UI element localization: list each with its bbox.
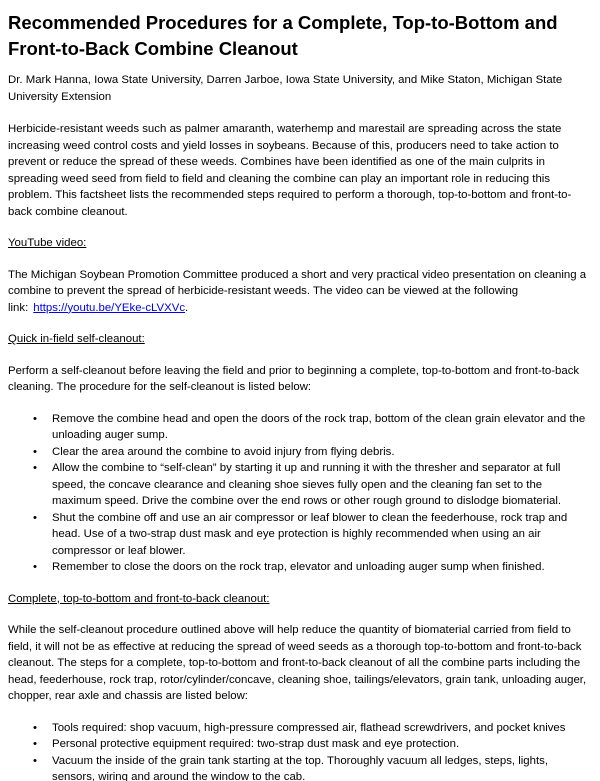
list-item: • Remember to close the doors on the rock trap, elevator and unloading auger sump when finished.	[8, 559, 588, 576]
quick-cleanout-intro: Perform a self-cleanout before leaving the field and prior to beginning a complete, top-to-bottom and front-to-back cleaning. The procedure for the self-cleanout is listed below:	[8, 364, 580, 393]
list-item: • Personal protective equipment required: two-strap dust mask and eye protection.	[8, 736, 588, 753]
youtube-link[interactable]: https://youtu.be/YEke-cLVXVc	[33, 301, 186, 314]
list-item: • Allow the combine to “self-clean” by starting it up and running it with the thresher and separator at full speed, the concave clearance and cleaning shoe sieves fully open and the cleaning fan set to the maximum speed. Drive the combine over the end rows or other rough ground to dislodge biomaterial.	[8, 460, 588, 510]
page-title: Recommended Procedures for a Complete, Top-to-Bottom and Front-to-Back Combine Cleanout	[8, 12, 558, 59]
list-item: • Tools required: shop vacuum, high-pressure compressed air, flathead screwdrivers, and pocket knives	[8, 720, 588, 737]
youtube-paragraph	[8, 267, 588, 317]
list-item: • Shut the combine off and use an air compressor or leaf blower to clean the feederhouse, rock trap and head. Use of a two-strap dust mask and eye protection is highly recommended when using an air compressor or leaf blower.	[8, 510, 588, 560]
section-heading-quick-cleanout: Quick in-field self-cleanout:	[8, 333, 145, 345]
list-item: • Remove the combine head and open the doors of the rock trap, bottom of the clean grain elevator and the unloading auger sump.	[8, 411, 588, 444]
authors-line: Dr. Mark Hanna, Iowa State University, Darren Jarboe, Iowa State University, and Mike Staton, Michigan State University Extension	[8, 74, 563, 103]
youtube-paragraph-period: .	[185, 301, 189, 314]
section-heading-youtube: YouTube video:	[8, 237, 87, 249]
quick-cleanout-list	[8, 411, 588, 576]
intro-paragraph: Herbicide-resistant weeds such as palmer amaranth, waterhemp and marestail are spreading across the state increasing weed control costs and yield losses in soybeans. Because of this, producers need to take action to prevent or reduce the spread of these weeds. Combines have been identified as one of the main culprits in spreading weed seed from field to field and cleaning the combine can play an important role in reducing this problem. This factsheet lists the recommended steps required to perform a thorough, top-to-bottom and front-to-back combine cleanout.	[8, 123, 572, 218]
complete-cleanout-list	[8, 720, 588, 781]
complete-cleanout-intro: While the self-cleanout procedure outlined above will help reduce the quantity of biomaterial carried from field to field, it will not be as effective at reducing the spread of weed seeds as a thorough top-to-bottom and front-to-back cleanout. The steps for a complete, top-to-bottom and front-to-back cleanout of all the combine parts including the head, feederhouse, rock trap, rotor/cylinder/concave, cleaning shoe, tailings/elevators, grain tank, unloading auger, chopper, rear axle and chassis are listed below:	[8, 624, 587, 702]
youtube-paragraph-text: The Michigan Soybean Promotion Committee produced a short and very practical video presentation on cleaning a combine to prevent the spread of herbicide-resistant weeds. The video can be viewed at the following link:	[8, 268, 587, 314]
list-item: • Clear the area around the combine to avoid injury from flying debris.	[8, 444, 588, 461]
section-heading-complete-cleanout: Complete, top-to-bottom and front-to-back cleanout:	[8, 592, 270, 605]
list-item: • Vacuum the inside of the grain tank starting at the top. Thoroughly vacuum all ledges, steps, lights, sensors, wiring and around the window to the cab.	[8, 753, 588, 781]
